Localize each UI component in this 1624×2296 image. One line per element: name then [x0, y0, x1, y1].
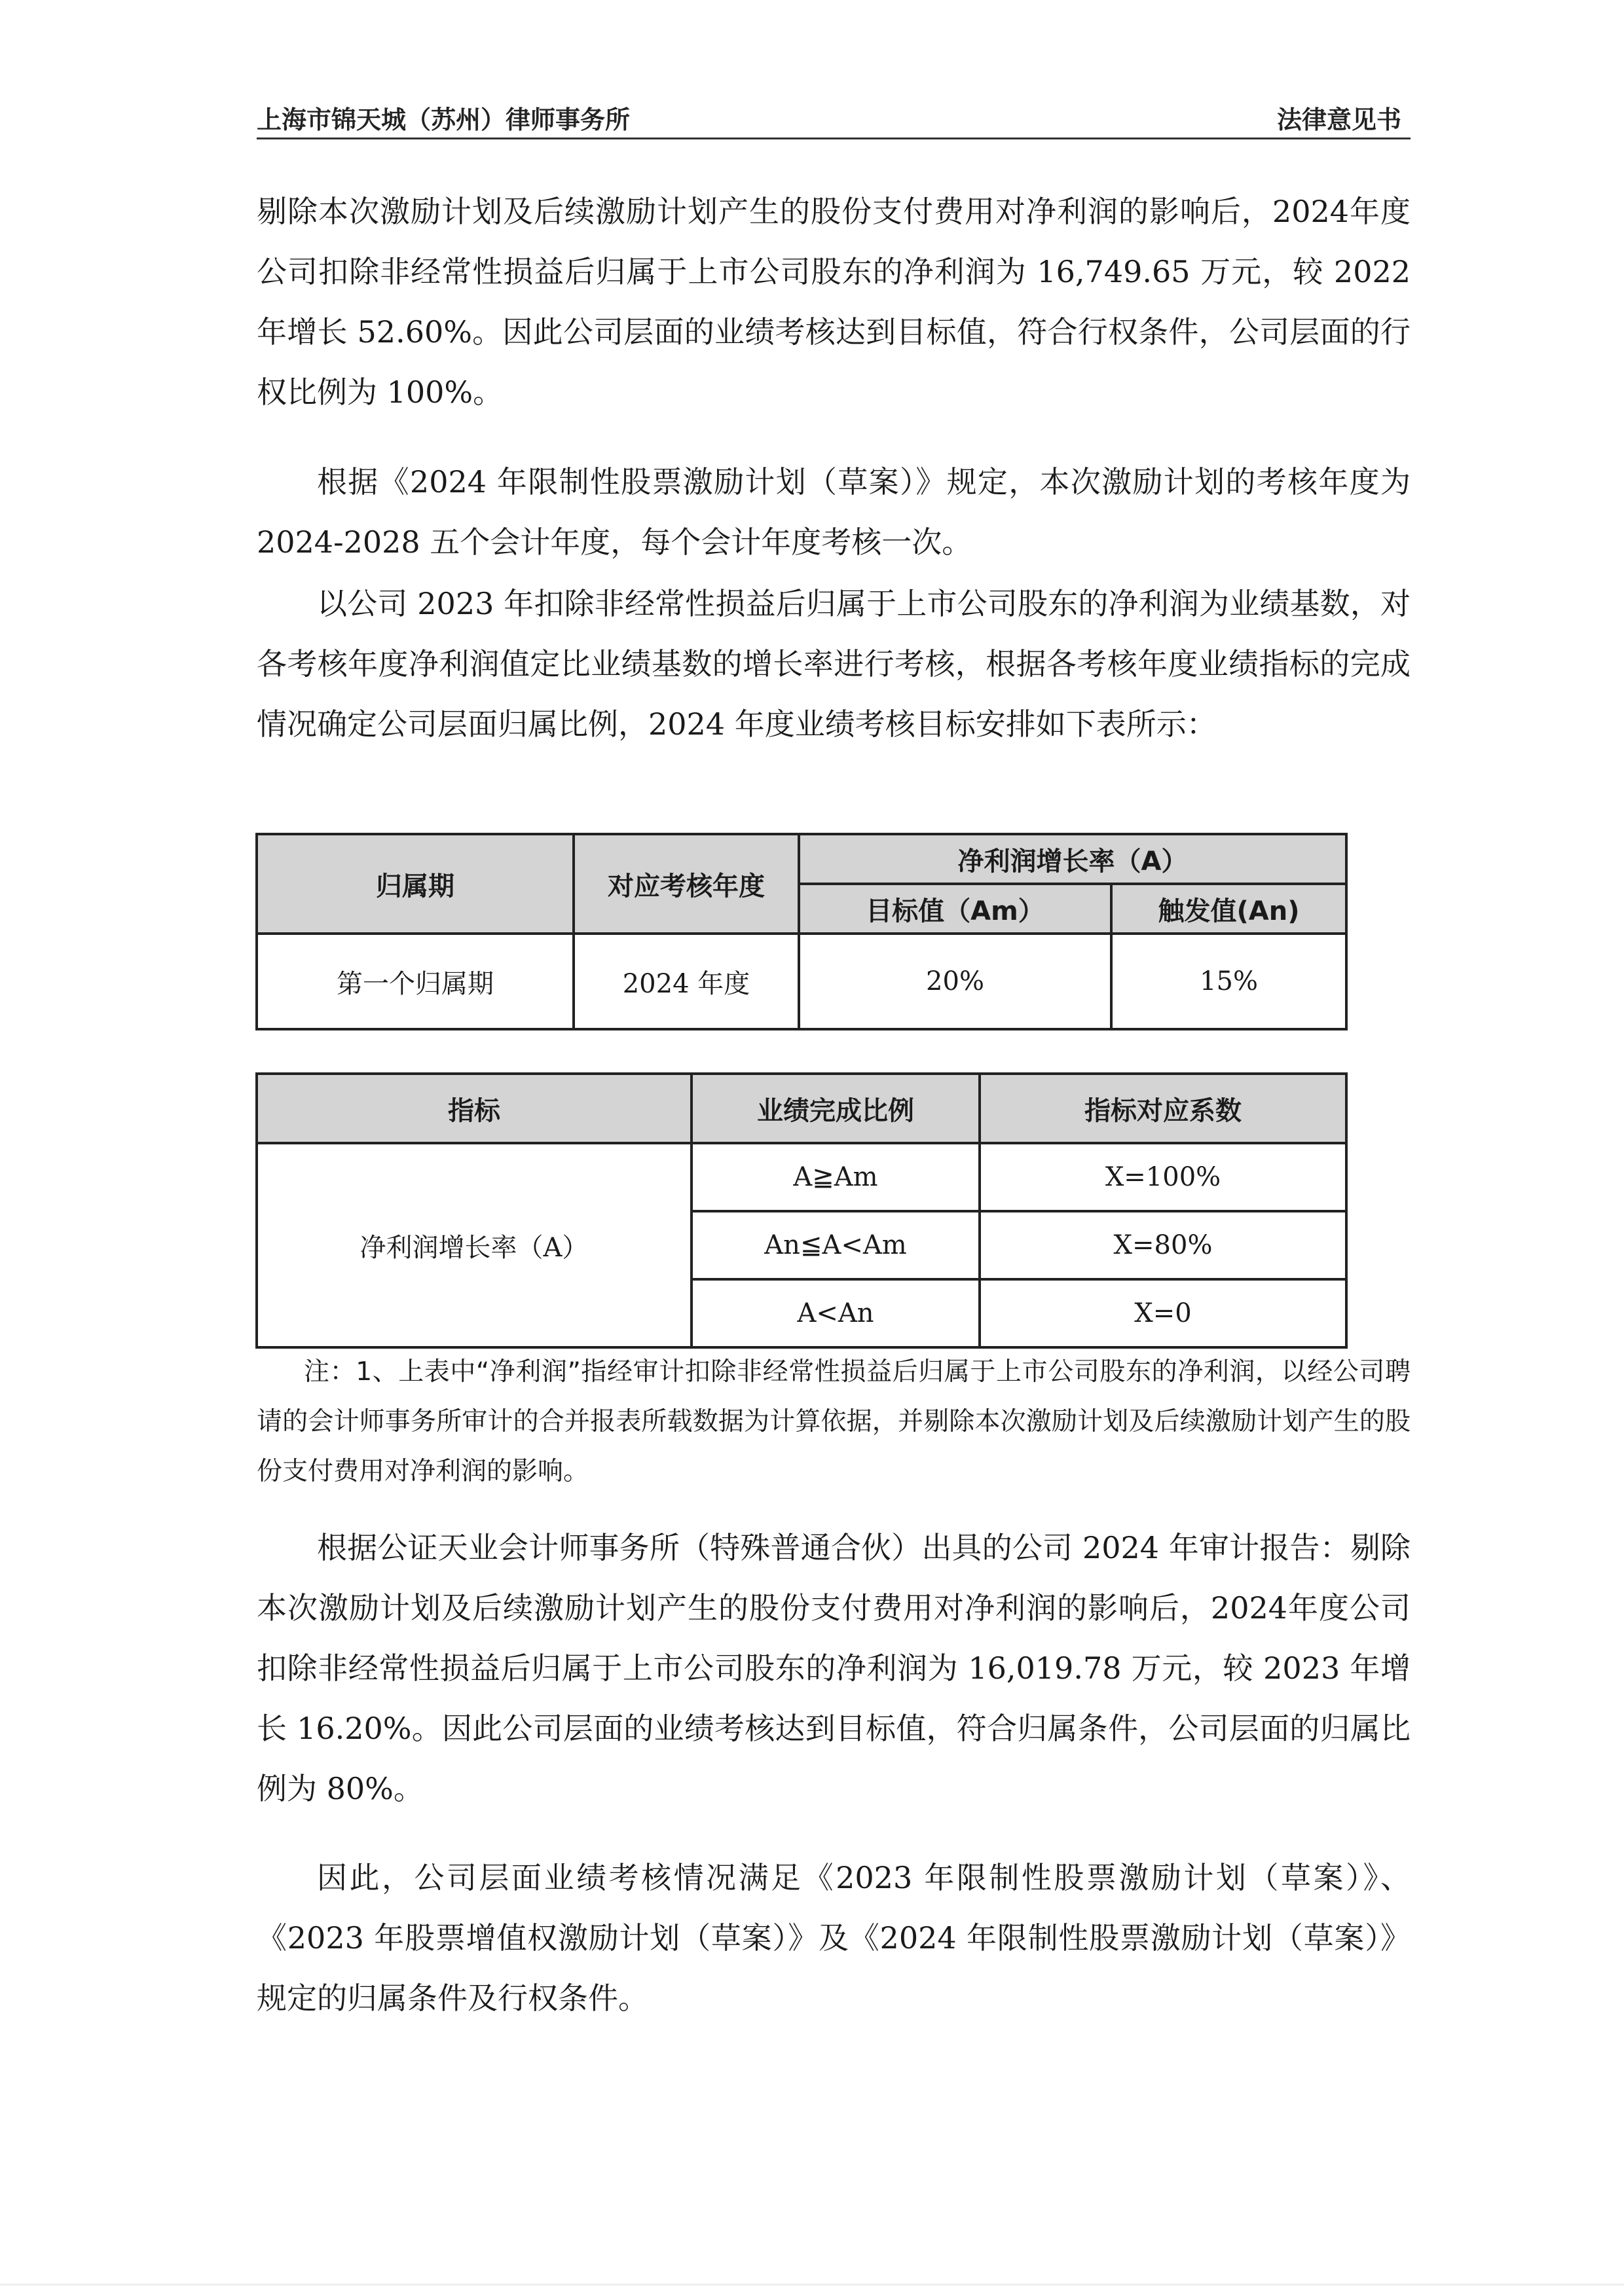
page-header: [257, 97, 1411, 139]
header-indicator: 指标: [257, 1074, 692, 1143]
scan-edge: [0, 2284, 1624, 2286]
cell-trigger-value: 15%: [1111, 934, 1346, 1029]
paragraph-assessment-period: 根据《2024 年限制性股票激励计划（草案）》规定，本次激励计划的考核年度为 2024-2028 五个会计年度，每个会计年度考核一次。: [257, 464, 1411, 560]
paragraph-conclusion: 因此，公司层面业绩考核情况满足《2023 年限制性股票激励计划（草案）》、《2023 年股票增值权激励计划（草案）》及《2024 年限制性股票激励计划（草案）》规定的归属条件及行权条件。: [257, 1860, 1411, 2016]
table-note: 注：1、上表中“净利润”指经审计扣除非经常性损益后归属于上市公司股东的净利润，以经公司聘请的会计师事务所审计的合并报表所载数据为计算依据，并剔除本次激励计划及后续激励计划产生的股份支付费用对净利润的影响。: [257, 1357, 1411, 1486]
cell-coefficient: X=100%: [980, 1143, 1346, 1211]
cell-vesting-period: 第一个归属期: [257, 934, 574, 1029]
header-trigger-value: 触发值(An): [1111, 884, 1346, 934]
paragraph-performance-basis: 以公司 2023 年扣除非经常性损益后归属于上市公司股东的净利润为业绩基数，对各考核年度净利润值定比业绩基数的增长率进行考核，根据各考核年度业绩指标的完成情况确定公司层面归属比例，2024 年度业绩考核目标安排如下表所示：: [257, 586, 1411, 742]
cell-condition: A<An: [692, 1279, 980, 1347]
coefficient-table: [255, 1072, 1348, 1349]
document-type: 法律意见书: [1276, 105, 1401, 134]
law-firm-name: 上海市锦天城（苏州）律师事务所: [257, 105, 631, 134]
header-net-profit-growth: 净利润增长率（A）: [799, 834, 1346, 884]
cell-indicator: 净利润增长率（A）: [257, 1143, 692, 1347]
cell-condition: A≧Am: [692, 1143, 980, 1211]
performance-target-table: [255, 833, 1348, 1030]
cell-coefficient: X=0: [980, 1279, 1346, 1347]
header-completion-ratio: 业绩完成比例: [692, 1074, 980, 1143]
cell-condition: An≦A<Am: [692, 1211, 980, 1279]
header-coefficient: 指标对应系数: [980, 1074, 1346, 1143]
paragraph-exercise-result: 剔除本次激励计划及后续激励计划产生的股份支付费用对净利润的影响后，2024年度公司扣除非经常性损益后归属于上市公司股东的净利润为 16,749.65 万元，较 2022 年增长 52.60%。因此公司层面的业绩考核达到目标值，符合行权条件，公司层面的行权比例为 100%。: [257, 194, 1411, 410]
cell-coefficient: X=80%: [980, 1211, 1346, 1279]
header-target-value: 目标值（Am）: [799, 884, 1111, 934]
header-vesting-period: 归属期: [257, 834, 574, 934]
header-assessment-year: 对应考核年度: [574, 834, 799, 934]
cell-assessment-year: 2024 年度: [574, 934, 799, 1029]
paragraph-audit-result: 根据公证天业会计师事务所（特殊普通合伙）出具的公司 2024 年审计报告：剔除本次激励计划及后续激励计划产生的股份支付费用对净利润的影响后，2024年度公司扣除非经常性损益后归属于上市公司股东的净利润为 16,019.78 万元，较 2023 年增长 16.20%。因此公司层面的业绩考核达到目标值，符合归属条件，公司层面的归属比例为 80%。: [257, 1530, 1411, 1806]
cell-target-value: 20%: [799, 934, 1111, 1029]
